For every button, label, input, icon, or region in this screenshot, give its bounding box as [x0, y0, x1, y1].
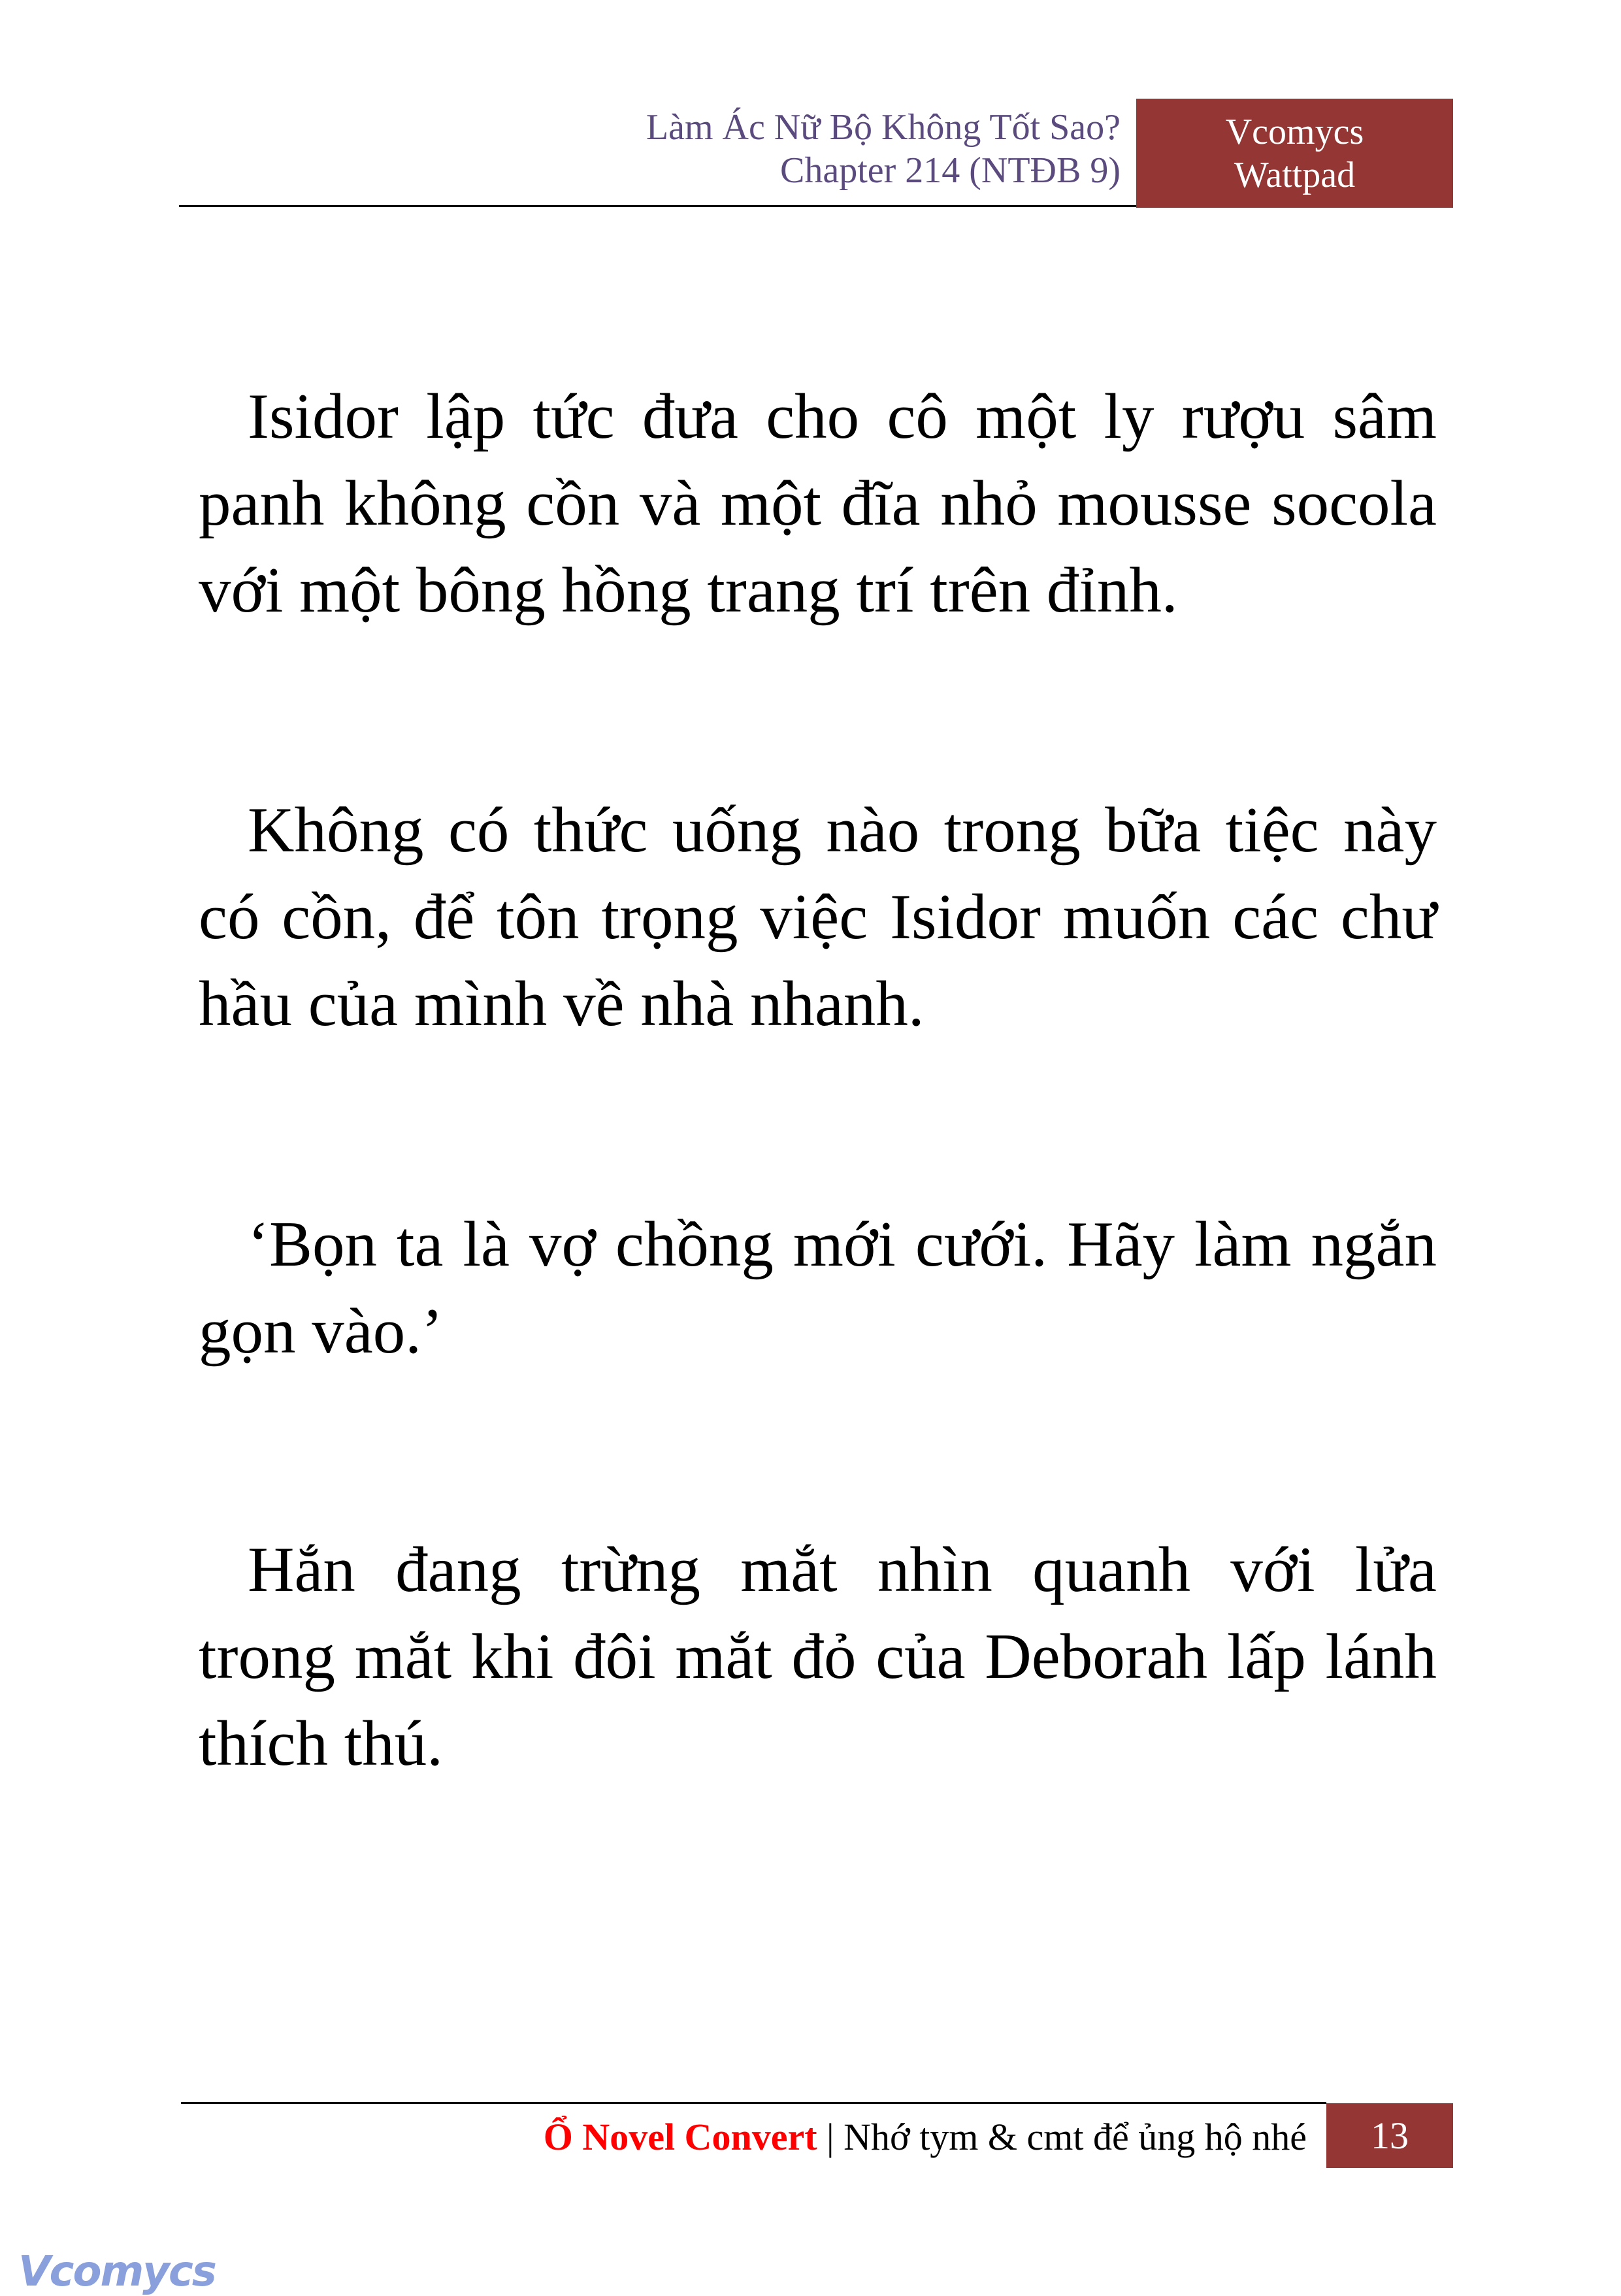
text-line: trong mắt khi đôi mắt đỏ của Deborah lấp lánh — [199, 1621, 1437, 1692]
text-line: ‘Bọn ta là vợ chồng mới cưới. Hãy làm ngắn — [248, 1209, 1437, 1280]
text-line: có cồn, để tôn trọng việc Isidor muốn các chư — [199, 881, 1437, 953]
text-line: gọn vào.’ — [199, 1296, 443, 1367]
text-line: hầu của mình về nhà nhanh. — [199, 968, 925, 1040]
paragraph — [199, 1526, 1437, 1787]
chapter-label: Chapter 214 (NTĐB 9) — [779, 150, 1121, 191]
footer-separator: | — [827, 2116, 834, 2158]
footer-divider — [181, 2102, 1326, 2104]
text-line: Không có thức uống nào trong bữa tiệc này — [248, 795, 1437, 866]
footer-text — [544, 2112, 1307, 2163]
paragraph — [199, 787, 1437, 1047]
watermark-logo: Vcomycs — [18, 2248, 216, 2296]
page-number: 13 — [1326, 2103, 1453, 2168]
footer-message: Nhớ tym & cmt để ủng hộ nhé — [843, 2116, 1307, 2158]
footer-brand: Ổ Novel Convert — [543, 2116, 817, 2158]
header-title-block — [646, 106, 1121, 192]
text-line: Isidor lập tức đưa cho cô một ly rượu sâm — [248, 381, 1437, 452]
text-line: panh không cồn và một đĩa nhỏ mousse socola — [199, 468, 1437, 539]
text-line: với một bông hồng trang trí trên đỉnh. — [199, 555, 1178, 626]
text-line: thích thú. — [199, 1708, 443, 1779]
source-platform: Wattpad — [1234, 154, 1356, 195]
header-divider — [179, 205, 1136, 207]
paragraph — [199, 1201, 1437, 1375]
paragraph — [199, 373, 1437, 634]
book-title: Làm Ác Nữ Bộ Không Tốt Sao? — [646, 107, 1121, 148]
source-name: Vcomycs — [1225, 111, 1364, 152]
header-source-badge — [1136, 99, 1453, 208]
text-line: Hắn đang trừng mắt nhìn quanh với lửa — [248, 1534, 1437, 1605]
